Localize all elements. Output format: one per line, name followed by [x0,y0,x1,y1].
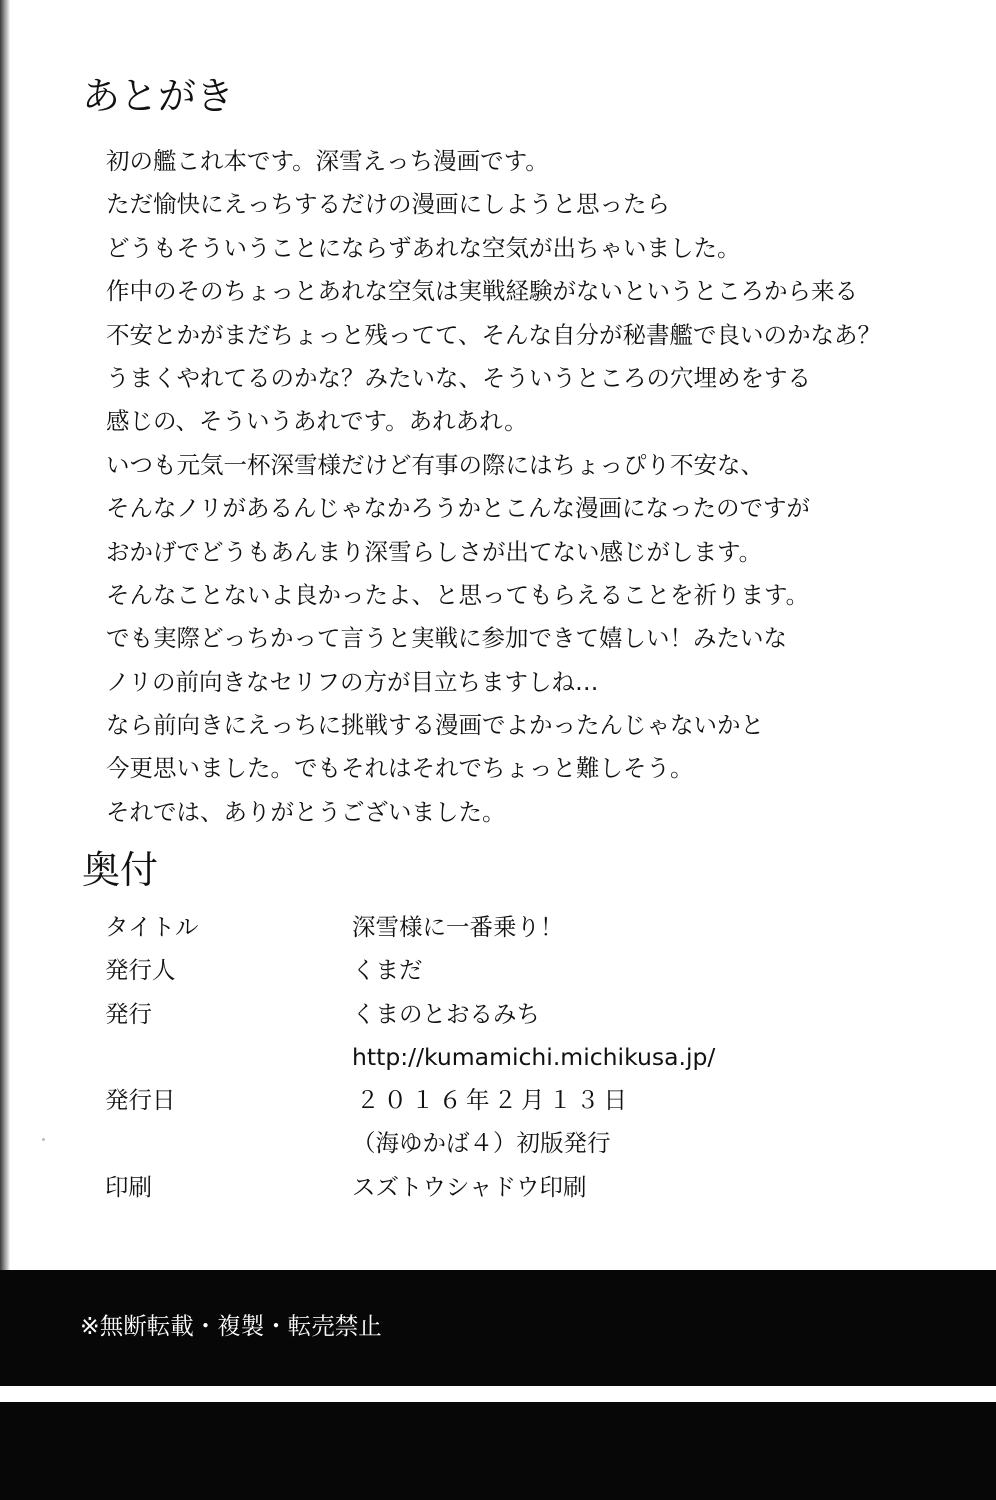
afterword-line: そんなことないよ良かったよ、と思ってもらえることを祈ります。 [106,580,810,609]
colophon-row-title [105,906,965,949]
footer-bottom-band [0,1402,996,1500]
afterword-line: ただ愉快にえっちするだけの漫画にしようと思ったら [106,190,670,219]
page-binding-shadow [0,0,10,1270]
colophon-row-url [105,1036,965,1079]
colophon-row-date [105,1079,965,1122]
colophon-row-issuer [105,993,965,1036]
colophon-label [105,1036,352,1079]
afterword-line: ノリの前向きなセリフの方が目立ちますしね… [106,667,599,696]
colophon-value: （海ゆかば４）初版発行 [352,1129,611,1158]
afterword-line: 初の艦これ本です。深雪えっち漫画です。 [106,147,549,175]
colophon-value: くまのとおるみち [352,999,540,1028]
colophon-value: ２０１６年２月１３日 [356,1086,631,1115]
afterword-line: 作中のそのちょっとあれな空気は実戦経験がないというところから来る [106,277,858,306]
footer-divider [0,1386,996,1402]
afterword-line: そんなノリがあるんじゃなかろうかとこんな漫画になったのですが [106,494,811,523]
colophon-value: くまだ [352,956,423,985]
colophon-row-publisher [105,949,965,992]
copyright-notice: ※無断転載・複製・転売禁止 [80,1312,382,1340]
afterword-title: あとがき [82,74,235,118]
afterword-line: おかげでどうもあんまり深雪らしさが出てない感じがします。 [106,537,763,566]
afterword-line: うまくやれてるのかな？みたいな、そういうところの穴埋めをする [106,363,811,392]
colophon-label: 印刷 [105,1172,152,1201]
afterword-line: 今更思いました。でもそれはそれでちょっと難しそう。 [106,754,694,783]
afterword-body [106,140,966,834]
colophon-value: スズトウシャドウ印刷 [352,1172,587,1201]
colophon-table [105,906,965,1209]
colophon-label: 発行日 [105,1086,176,1115]
colophon-row-printer [105,1166,965,1209]
afterword-line: 不安とかがまだちょっと残ってて、そんな自分が秘書艦で良いのかなあ？ [106,320,882,349]
colophon-label: 発行人 [105,956,176,985]
afterword-line: どうもそういうことにならずあれな空気が出ちゃいました。 [106,233,741,262]
colophon-value: 深雪様に一番乗り！ [352,913,564,941]
colophon-label: 発行 [105,999,152,1028]
afterword-line: いつも元気一杯深雪様だけど有事の際にはちょっぴり不安な、 [106,450,764,479]
afterword-line: でも実際どっちかって言うと実戦に参加できて嬉しい！みたいな [106,624,788,653]
afterword-line: なら前向きにえっちに挑戦する漫画でよかったんじゃないかと [106,711,764,740]
afterword-line: それでは、ありがとうございました。 [106,797,506,826]
colophon-title: 奥付 [82,848,159,892]
afterword-line: 感じの、そういうあれです。あれあれ。 [106,407,528,436]
colophon-label [105,1122,352,1165]
website-url: http://kumamichi.michikusa.jp/ [352,1042,716,1071]
colophon-label: タイトル [105,913,199,941]
scan-speck [42,1138,45,1141]
colophon-row-edition [105,1122,965,1165]
